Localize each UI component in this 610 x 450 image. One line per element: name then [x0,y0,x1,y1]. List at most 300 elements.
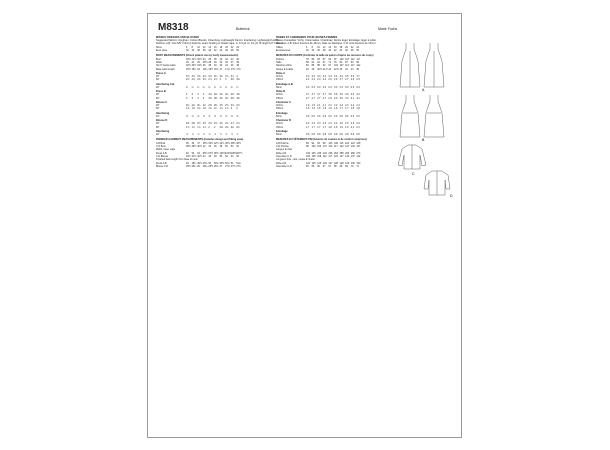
row-value: 2⅜ [191,122,195,126]
row-value: 3⅛ [230,78,235,82]
row-value: 142 [356,155,361,159]
row-value: 34 [202,57,206,61]
row-value: 3⅛ [236,78,240,82]
row-value: 1.8 [333,125,338,129]
row-value: 1⅝ [191,107,195,111]
row-value: 26¼ [202,164,208,168]
row-value: 2⅛ [225,125,229,129]
row-value: 16 [197,67,200,71]
row-value: 46½ [225,141,230,145]
row-value: 40½ [208,141,214,145]
row-value: 113 [339,141,344,145]
yardage-label: Interfacing A,B [156,82,175,86]
row-value: 46 [213,145,217,149]
row-value: 43 [339,67,343,71]
row-value: 41.5 [322,67,328,71]
row-value: 40 [219,57,223,61]
row-value: 27½ [230,164,236,168]
row-value: 25¾ [191,164,197,168]
row-value: 122 [339,145,344,149]
row-value: 97½ [208,151,214,155]
row-value: 31½ [191,57,197,61]
row-value: 68 [333,164,337,168]
row-value: 3.8 [328,93,332,97]
row-value: 2.9 [350,78,355,82]
brand-label: Butterick [236,27,250,31]
row-value: 2⅞ [236,122,240,126]
row-value: 2¼ [236,125,240,129]
row-value: 83 [306,64,309,68]
row-value: 4 [191,93,193,97]
row-value: ¼ [208,85,211,89]
row-value: 2½ [202,122,207,126]
row-value: 103 [306,155,310,159]
row-value: 122 [356,64,361,68]
row-value: 69 [345,164,348,168]
row-value: 54 [236,145,240,149]
row-value: 6 [186,45,188,49]
row-label: Dress A,B [156,151,167,155]
row-value: 49 [186,161,189,165]
euro-size-row [156,49,268,52]
sketch-label-a: A [422,88,425,92]
row-label: Sizes [156,45,162,49]
row-value: 37 [230,60,234,64]
row-label: 150cm [276,125,284,129]
row-value: ⅝ [186,114,188,118]
row-value: 42 [219,64,223,68]
row-value: 70 [350,164,354,168]
row-value: 1.5 [322,107,327,111]
row-value: 6 [306,45,308,49]
row-value: 112 [322,155,327,159]
row-value: 2.1 [317,104,321,108]
yardage-row [276,133,388,136]
french-column [276,36,388,168]
row-value: 34 [225,60,228,64]
row-value: ⅝ [191,114,194,118]
row-value: 0.3 [339,85,343,89]
row-label: 50cm [276,85,282,89]
yardage-row [276,126,388,129]
row-label: 115cm [276,93,283,97]
row-value: ¼ [197,85,200,89]
row-value: 14 [328,45,332,49]
row-value: 3⅝ [191,75,195,78]
row-value: 0.6 [317,114,321,118]
row-value: 3 [225,78,227,82]
row-value: 24 [236,45,240,49]
intro-line: Notions: A,B: Two 5/8" (16mm) buttons, seam binding or elastic tape. C: 1/4 yd. D: 1/4 yd. B: Eight 1/2" buttons. [156,42,284,46]
row-value: 87 [322,57,326,61]
row-value: 0.6 [339,114,343,118]
row-label: Chemisier C,D [276,164,292,168]
row-value: 3⅝ [202,75,207,78]
row-value: 67 [322,164,326,168]
row-value: 35 [186,141,189,145]
row-value: ⅞ [213,133,216,137]
row-value: 2.7 [339,78,343,82]
row-value: 2⅝ [208,122,212,126]
yardage-row [156,133,268,136]
yardage-label: Blouse C [156,100,168,104]
row-value: 128 [333,161,338,165]
row-value: 0.8 [311,133,315,137]
row-value: 2.2 [328,104,332,108]
row-value: 0.3 [322,85,327,89]
row-value: 97 [333,57,337,61]
row-value: 27¾ [236,164,241,168]
row-value: 132 [345,155,350,159]
row-value: 40 [311,67,315,71]
row-value: 8 [191,45,193,49]
row-value: 2 [208,125,210,129]
row-value: 3.8 [333,93,338,97]
row-value: 61 [311,60,315,64]
row-label: 115cm [276,122,283,126]
row-label: 150cm [276,78,284,82]
row-value: 12 [322,45,326,49]
body-measurements-title: BODY MEASUREMENTS (Check pattern size by body measurements) [156,54,239,58]
row-value: 2.3 [322,122,327,126]
row-label: Hip 9" below waist [156,64,176,68]
row-value: 2.9 [328,96,332,100]
row-value: 17¾ [236,67,241,71]
row-value: 36 [191,141,195,145]
row-value: 81 [339,60,343,64]
row-value: 10 [197,45,200,49]
row-value: 49¾ [202,161,208,165]
row-value: ¼ [225,85,228,89]
row-value: 107½ [236,151,243,155]
row-value: 42.5 [333,67,339,71]
row-value: ⅝ [225,114,228,118]
row-value: 3⅛ [213,96,218,100]
row-value: 26½ [202,60,208,64]
row-value: 40 [306,67,309,71]
row-value: 48 [350,48,354,52]
row-value: ⅝ [236,114,239,118]
row-value: 4.0 [356,93,360,97]
row-value: 16½ [208,67,214,71]
row-value: 39½ [191,145,197,149]
row-value: 0.3 [356,85,360,89]
row-value: 3.7 [322,93,327,97]
row-value: 3¼ [219,96,223,100]
row-value: 0.8 [339,133,343,137]
row-value: 44 [202,155,206,159]
row-value: 32 [186,48,189,52]
row-value: 107 [322,145,327,149]
row-value: 67 [322,60,326,64]
row-value: 87 [345,60,348,64]
row-value: 69 [339,164,343,168]
row-value: 1.5 [306,107,310,111]
row-label: 60" [156,125,160,129]
row-value: 49½ [197,161,202,165]
row-value: 17½ [230,67,236,71]
row-value: 2⅝ [191,78,195,82]
row-value: 2⅞ [208,78,212,82]
row-value: 2½ [219,104,223,108]
row-value: 3.9 [345,93,349,97]
row-value: 2⅜ [186,122,190,126]
row-value: 16¼ [202,67,208,71]
row-value: 103 [328,141,333,145]
row-value: 3¾ [213,75,218,78]
row-value: 2.6 [350,122,355,126]
row-value: 34 [191,48,195,52]
row-value: 42 [328,67,332,71]
row-value: 3 [219,78,221,82]
row-value: 0.8 [306,133,310,137]
row-value: 3⅜ [236,96,240,100]
row-value: 15¾ [191,67,197,71]
row-value: 65 [311,164,315,168]
row-value: 71 [328,60,332,64]
row-value: 4 [236,75,238,78]
row-value: 1⅞ [225,107,229,111]
row-label: Longueur finie - dos, nuque à l'ourlet [276,158,315,162]
row-value: 44 [208,145,212,149]
row-value: 3⅞ [225,75,229,78]
row-value: 1.9 [306,104,310,108]
row-value: 2.1 [350,125,355,129]
sketch-view-d [424,171,450,195]
row-value: 42 [202,145,206,149]
row-value: 3 [202,96,205,100]
row-value: 50 [219,155,223,159]
sketch-view-b [400,95,444,137]
row-value: 258 [339,151,344,155]
row-value: 99½ [213,151,219,155]
row-value: 123 [350,141,355,145]
row-value: 88 [317,64,320,68]
row-value: 1⅝ [186,107,190,111]
pattern-number: M8318 [158,22,189,33]
row-value: 94 [197,151,200,155]
yardage-row [156,86,268,89]
row-label: 50cm [276,114,282,118]
row-label: 50cm [276,133,282,137]
row-value: 85 [311,64,315,68]
row-label: 45" [156,104,160,108]
row-value: 3.4 [339,75,343,78]
row-value: 112 [350,57,355,61]
designer-label: Marie Fuchs [378,27,398,31]
row-value: 124 [306,161,310,165]
yardage-row [156,78,268,81]
row-value: 1.5 [311,107,315,111]
row-value: 2.7 [345,78,349,82]
row-value: 0.3 [306,85,310,89]
row-value: 3 [197,96,199,100]
row-value: 3.4 [333,75,338,78]
row-value: 2¼ [202,104,207,108]
row-value: 2¾ [219,122,223,126]
row-value: 78 [306,57,309,61]
sketch-label-c: C [412,172,415,176]
row-value: 39 [236,60,240,64]
row-value: 36 [317,48,320,52]
row-value: 25 [197,60,200,64]
yardage-row [156,97,268,100]
yardage-label: Blouse D [156,119,168,123]
row-value: 0.8 [333,133,338,137]
row-value: 4⅜ [230,93,235,97]
row-label: Européennes [276,48,291,52]
row-value: 44 [230,57,234,61]
row-value: 22 [230,45,234,49]
row-value: 1⅞ [186,125,190,129]
row-value: 28 [208,60,212,64]
row-value: 130 [350,161,355,165]
row-value: 3 [191,96,193,100]
sketch-label-d: D [450,194,453,198]
row-value: 2⅝ [213,122,218,126]
row-value: 26½ [208,164,214,168]
row-value: 98 [306,145,309,149]
row-value: 2.4 [317,78,321,82]
row-value: 1.6 [328,107,332,111]
yardage-row [276,97,388,100]
row-value: 3.7 [317,93,321,97]
row-value: 8 [311,45,313,49]
row-value: 51 [230,161,234,165]
row-label: 45" [156,122,160,126]
row-value: 0.6 [345,114,349,118]
row-value: 51¼ [236,161,241,165]
row-value: 2.3 [317,122,321,126]
row-label: Poitrine [276,57,285,61]
row-label: 20" [156,114,160,118]
row-value: 1.8 [356,107,360,111]
row-value: 1.9 [345,125,349,129]
row-value: 1.7 [322,125,327,129]
row-value: 2 [230,107,233,111]
row-label: 150cm [276,107,284,111]
row-value: 1⅝ [197,107,201,111]
row-value: 36 [202,64,206,68]
row-value: 1.7 [317,125,321,129]
row-value: 2⅞ [230,122,235,126]
row-value: 94 [350,60,354,64]
intro-line: Tissus Conseillés: Vichy, Cotonnades, Chambray, Denim léger. Entoilage: léger à coller. [276,39,377,43]
row-value: 92 [322,64,326,68]
row-value: 107 [339,64,344,68]
row-value: 15½ [186,67,191,71]
row-value: 239 [317,151,322,155]
sketch-view-c [398,145,426,169]
row-value: ⅞ [236,133,239,137]
row-value: 2⅝ [197,78,201,82]
row-value: 46 [208,155,212,159]
row-value: 10 [317,45,320,49]
row-value: 3.0 [345,96,349,100]
yardage-row [156,107,268,110]
row-value: 2.6 [333,78,338,82]
row-value: 108 [333,141,338,145]
row-value: 45 [356,67,360,71]
row-value: ⅝ [202,114,205,118]
row-value: 117 [356,57,361,61]
row-label: 150cm [276,96,284,100]
row-label: 60" [156,107,160,111]
row-value: 236 [311,151,316,155]
row-label: Bust [156,57,161,61]
row-value: 44 [219,48,223,52]
row-value: 2⅛ [219,125,223,129]
row-value: 263 [345,151,350,155]
row-value: 2.6 [328,78,332,82]
row-value: 50 [356,48,360,52]
row-label: Chemisier C,D [276,155,292,159]
row-value: 36 [197,48,200,52]
row-value: 4¼ [219,93,223,97]
yardage-label: Robe B [276,90,286,94]
row-value: 2.2 [306,122,310,126]
row-value: 32 [219,60,223,64]
row-value: 4 [202,93,205,97]
yardage-label: Chemisier C [276,100,292,104]
row-value: 41½ [191,155,197,159]
sketch-label-b: B [422,138,425,142]
row-value: 76 [333,60,337,64]
row-value: ⅞ [191,133,194,137]
row-value: 4 [186,93,188,97]
row-value: 18 [339,45,343,49]
finished-row [276,165,388,168]
row-value: ¼ [191,85,194,89]
row-value: 50¾ [225,161,230,165]
row-value: 2⅜ [208,104,212,108]
row-value: 0.8 [328,133,332,137]
row-value: 3⅛ [208,96,212,100]
row-value: 50¼ [213,161,219,165]
row-label: Euro sizes [156,48,168,52]
row-value: 42½ [197,155,202,159]
row-value: 2.4 [350,104,355,108]
row-value: ⅞ [197,133,200,137]
row-value: 48½ [230,141,236,145]
row-value: 1.7 [345,107,349,111]
measurement-row [156,68,268,71]
row-value: 127 [339,155,344,159]
row-value: 48 [236,64,240,68]
row-value: 103 [317,145,322,149]
row-value: ⅝ [230,114,233,118]
row-value: 32½ [197,57,202,61]
finished-row [156,165,268,168]
row-value: 50½ [219,161,225,165]
row-label: Dress A,B [156,161,167,165]
row-label: Blouse C,D [156,164,169,168]
row-value: 48 [213,155,217,159]
row-value: 248 [328,151,333,155]
finished-measurements-title: MESURES DU VÊTEMENT FINI (Aisance de couture et de confort comprises) [276,138,367,142]
row-value: 2⅝ [236,104,240,108]
row-value: 66 [317,164,320,168]
row-value: 1⅞ [219,107,223,111]
row-value: 56 [236,155,240,159]
row-value: 0.6 [333,114,338,118]
row-value: 34½ [197,64,202,68]
row-value: ¼ [236,85,239,89]
row-value: 40 [213,64,217,68]
intro-line: Suggested fabrics: Gingham, Cotton Blends, Chambray, Lightweight Denim. Interfacing: Lightweight fusible. [156,39,280,43]
row-value: 0.3 [345,85,349,89]
row-value: 112 [345,64,349,68]
